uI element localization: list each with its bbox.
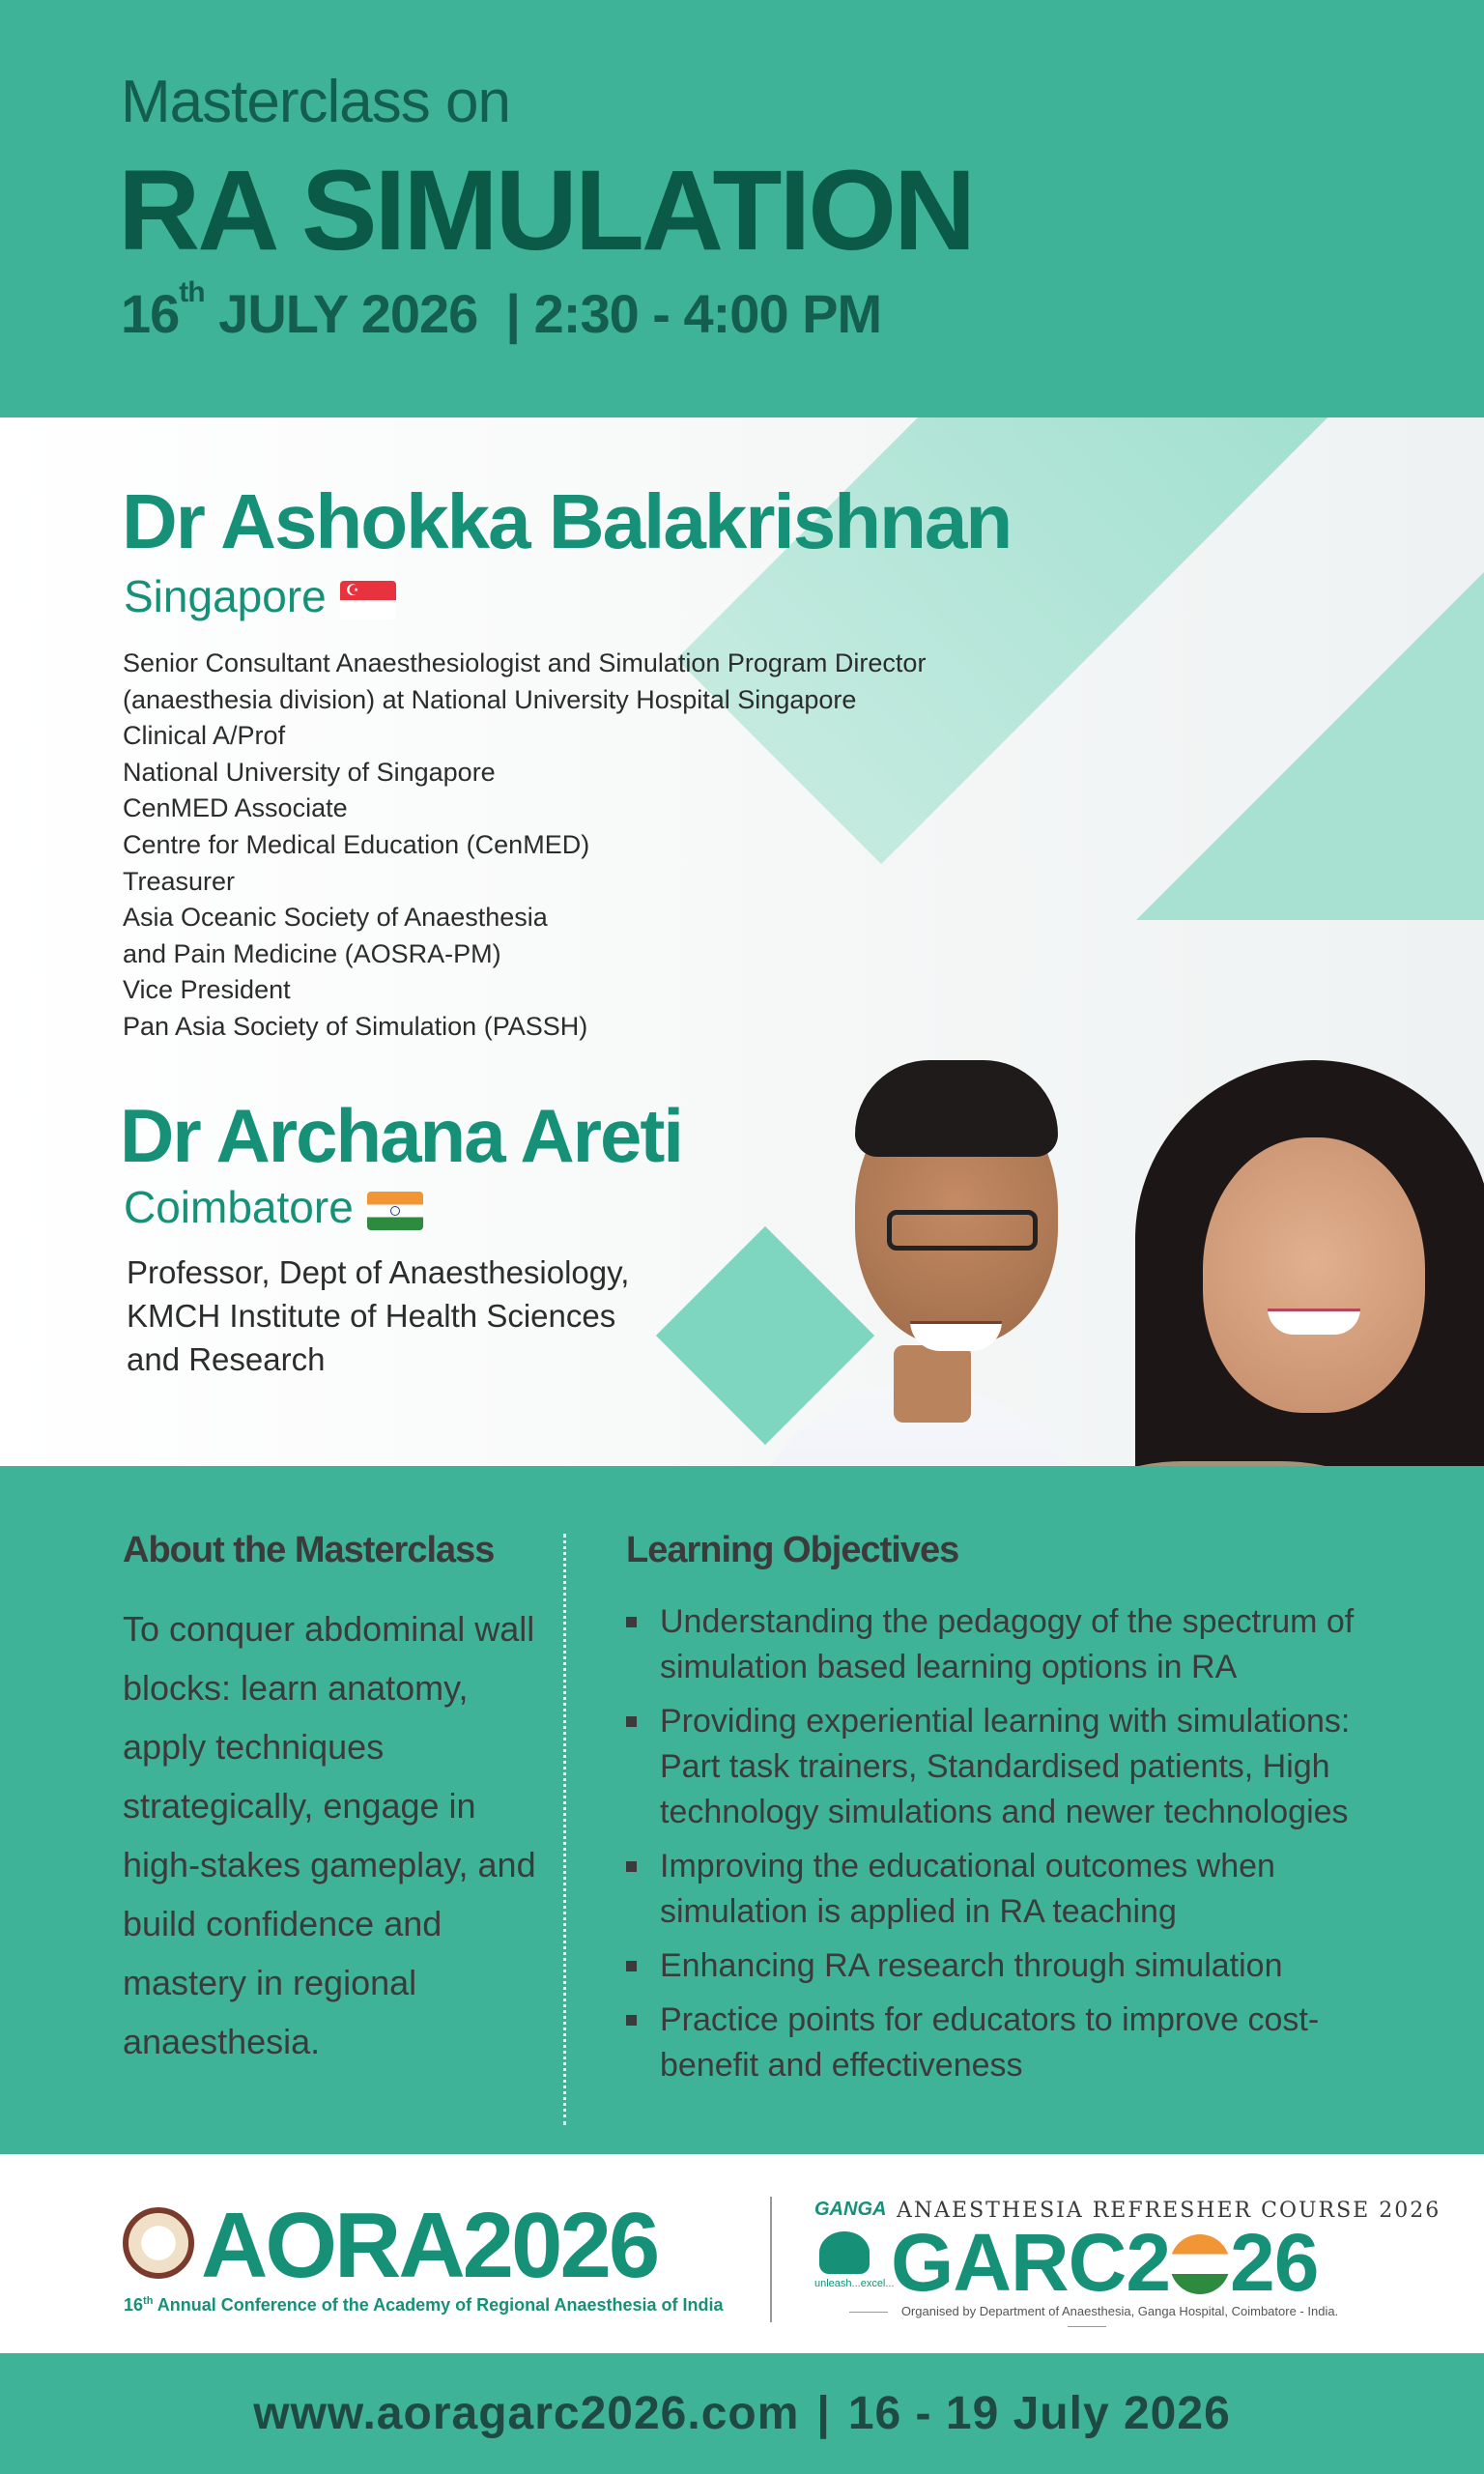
- india-flag-icon: [367, 1192, 423, 1230]
- speaker-1-photo-hair: [855, 1060, 1058, 1157]
- speaker-1-name: Dr Ashokka Balakrishnan: [122, 478, 1012, 564]
- header-band: [0, 0, 1484, 417]
- refresher-course-label: ANAESTHESIA REFRESHER COURSE 2026: [897, 2199, 1441, 2223]
- date-suffix: th: [179, 276, 205, 308]
- speaker-1-city-row: [124, 570, 396, 622]
- footer-text: [0, 2353, 1484, 2474]
- bullet-icon: [626, 1617, 637, 1627]
- aora-sub-ordinal: 16: [124, 2295, 144, 2315]
- aora-sub-rest: Annual Conference of the Academy of Regional Anaesthesia of India: [153, 2295, 724, 2315]
- speaker-1-description: [123, 646, 926, 1046]
- speaker-1-line: Senior Consultant Anaesthesiologist and Simulation Program Director: [123, 648, 927, 677]
- speaker-1-line: Asia Oceanic Society of Anaesthesia: [123, 903, 548, 933]
- footer-band: [0, 2353, 1484, 2474]
- aora-logo-text: AORA2026: [201, 2194, 658, 2297]
- garc-left: GARC2: [891, 2217, 1171, 2308]
- speaker-1-photo-neck: [894, 1345, 971, 1423]
- footer-separator: |: [816, 2388, 831, 2439]
- speaker-1-line: and Pain Medicine (AOSRA-PM): [123, 938, 501, 968]
- objectives-list: [626, 1599, 1380, 2097]
- logo-divider: [770, 2197, 772, 2322]
- logos-band: [0, 2154, 1484, 2353]
- speaker-1-line: CenMED Associate: [123, 793, 348, 823]
- speaker-2-smile: [1268, 1309, 1360, 1335]
- garc-emblem-icon: [819, 2231, 870, 2274]
- dotted-divider: [563, 1534, 566, 2125]
- speaker-2-line: Professor, Dept of Anaesthesiology,: [127, 1254, 630, 1290]
- speaker-1-line: Centre for Medical Education (CenMED): [123, 829, 590, 859]
- decorative-triangle: [1136, 514, 1484, 920]
- bullet-icon: [626, 2015, 637, 2026]
- ganga-logo-text: GANGA: [814, 2199, 887, 2220]
- pre-title: Masterclass on: [121, 69, 510, 135]
- about-text: To conquer abdominal wall blocks: learn anatomy, apply techniques strategically, engage in high-stakes gameplay, and build confidence and mastery in regional anaesthesia.: [123, 1609, 536, 2061]
- date-rest: JULY 2026 | 2:30 - 4:00 PM: [204, 283, 882, 344]
- about-section: [0, 1466, 1484, 2154]
- speaker-1-line: National University of Singapore: [123, 757, 496, 787]
- about-heading: About the Masterclass: [123, 1530, 495, 1570]
- india-flag-circle-icon: [1170, 2234, 1230, 2294]
- objective-text: Providing experiential learning with simulations: Part task trainers, Standardised patients, High technology simulations and newer technologies: [660, 1703, 1351, 1830]
- event-date-time: [121, 276, 882, 345]
- objective-text: Enhancing RA research through simulation: [660, 1947, 1283, 1984]
- bullet-icon: [626, 1861, 637, 1872]
- objective-item: [626, 1599, 1380, 1690]
- aora-seal-icon: [123, 2207, 194, 2279]
- speaker-2-line: and Research: [127, 1341, 326, 1377]
- speaker-1-city: Singapore: [124, 571, 327, 621]
- website-link[interactable]: www.aoragarc2026.com: [253, 2388, 800, 2439]
- bullet-icon: [626, 1961, 637, 1971]
- event-title: RA SIMULATION: [118, 147, 974, 274]
- garc-organiser-text: Organised by Department of Anaesthesia, Ganga Hospital, Coimbatore - India.: [900, 2304, 1339, 2318]
- objective-text: Practice points for educators to improve cost-benefit and effectiveness: [660, 2001, 1320, 2084]
- aora-subtitle: [124, 2295, 724, 2316]
- garc-tagline: unleash...excel...: [814, 2278, 895, 2289]
- objective-text: Improving the educational outcomes when simulation is applied in RA teaching: [660, 1848, 1275, 1930]
- garc-logo-text: [891, 2216, 1318, 2310]
- conference-dates: 16 - 19 July 2026: [847, 2388, 1231, 2439]
- speaker-2-city-row: [124, 1181, 423, 1233]
- objectives-heading: Learning Objectives: [626, 1530, 959, 1570]
- date-day: 16: [121, 283, 180, 344]
- bullet-icon: [626, 1716, 637, 1727]
- speaker-1-glasses: [887, 1210, 1038, 1251]
- singapore-flag-icon: [340, 581, 396, 619]
- speakers-section: [0, 417, 1484, 1466]
- speaker-1-smile: [910, 1321, 1002, 1351]
- objective-item: [626, 1844, 1380, 1935]
- speaker-1-line: Treasurer: [123, 866, 236, 896]
- speaker-1-line: Pan Asia Society of Simulation (PASSH): [123, 1011, 588, 1041]
- speaker-2-city: Coimbatore: [124, 1182, 354, 1232]
- objective-item: [626, 1699, 1380, 1835]
- garc-organiser: [813, 2304, 1360, 2333]
- speaker-2-line: KMCH Institute of Health Sciences: [127, 1298, 616, 1334]
- speaker-2-description: [127, 1251, 629, 1381]
- aora-sub-suffix: th: [143, 2295, 154, 2307]
- objective-item: [626, 1943, 1380, 1989]
- speaker-2-photo-head: [1203, 1137, 1425, 1413]
- speaker-1-line: (anaesthesia division) at National University Hospital Singapore: [123, 684, 857, 714]
- speaker-2-name: Dr Archana Areti: [120, 1093, 683, 1178]
- objective-text: Understanding the pedagogy of the spectrum of simulation based learning options in RA: [660, 1603, 1355, 1685]
- speaker-1-line: Vice President: [123, 975, 291, 1005]
- speaker-1-line: Clinical A/Prof: [123, 721, 286, 751]
- garc-right: 26: [1230, 2217, 1319, 2308]
- objective-item: [626, 1998, 1380, 2088]
